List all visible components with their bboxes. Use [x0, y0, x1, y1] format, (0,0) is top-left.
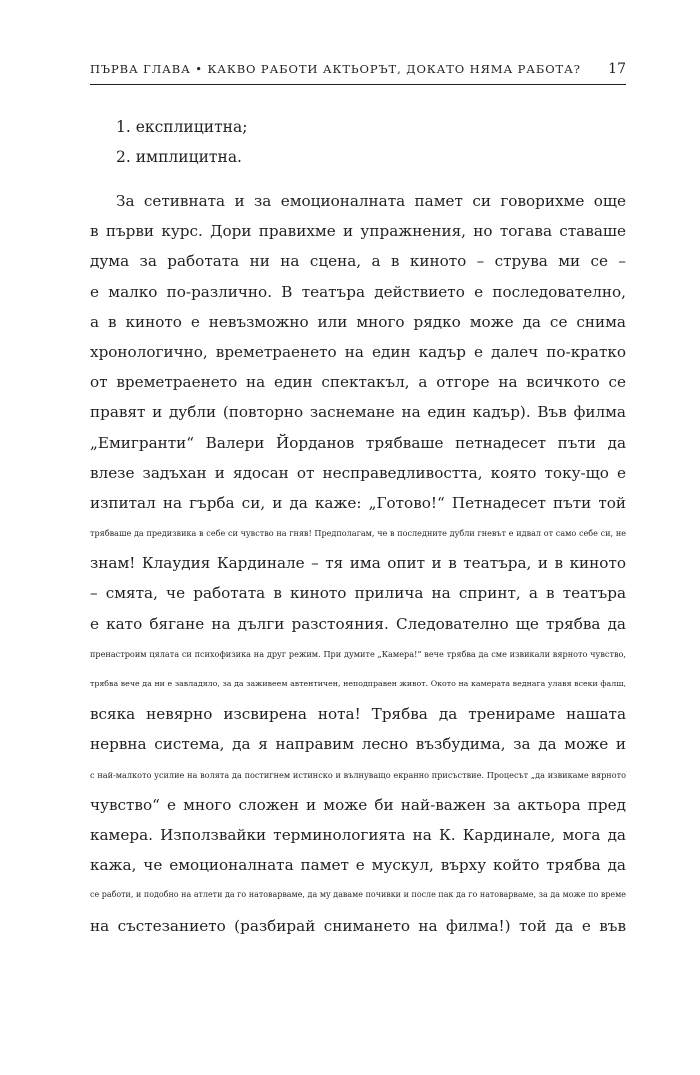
text-line: всяка невярно изсвирена нота! Трябва да тренираме нашата — [90, 705, 626, 724]
text-line: е като бягане на дълги разстояния. Следователно ще трябва да — [90, 614, 626, 633]
text-line: – смята, че работата в киното прилича на спринт, а в театъра — [90, 584, 626, 603]
chapter-title: ПЪРВА ГЛАВА • КАКВО РАБОТИ АКТЬОРЪТ, ДОКАТО НЯМА РАБОТА? — [90, 62, 581, 76]
text-line: камера. Използвайки терминологията на К. Кардинале, мога да — [90, 825, 626, 844]
text-line: с най-малкото усилие на волята да постигнем истинско и вълнуващо екранно присъствие. Процесът „да извикаме вярното — [90, 769, 626, 780]
text-line: от времетраенето на един спектакъл, а отгоре на всичкото се — [90, 373, 626, 392]
text-line: хронологично, времетраенето на един кадър е далеч по-кратко — [90, 342, 626, 361]
text-line: в първи курс. Дори правихме и упражнения, но тогава ставаше — [90, 222, 626, 241]
running-header — [90, 62, 626, 84]
text-line: кажа, че емоционалната памет е мускул, върху който трябва да — [90, 856, 626, 875]
page-number: 17 — [608, 61, 626, 77]
text-line: правят и дубли (повторно заснемане на един кадър). Във филма — [90, 403, 626, 422]
text-line: знам! Клаудия Кардинале – тя има опит и в театъра, и в киното — [90, 554, 626, 573]
text-line: влезе задъхан и ядосан от несправедливостта, която току-що е — [90, 463, 626, 482]
text-line: е малко по-различно. В театъра действието е последователно, — [90, 282, 626, 301]
text-line: а в киното е невъзможно или много рядко може да се снима — [90, 312, 626, 331]
text-line: За сетивната и за емоционалната памет си говорихме още — [116, 192, 626, 210]
text-line: се работи, и подобно на атлети да го натоварваме, да му даваме почивки и после пак да го натоварваме, за да може по време — [90, 890, 626, 900]
header-rule — [90, 84, 626, 85]
body-paragraph — [90, 186, 626, 941]
enumerated-list — [116, 112, 247, 172]
text-line: трябваше да предизвика в себе си чувство на гняв! Предполагам, че в последните дубли гневът е идвал от само себе си, не — [90, 528, 626, 539]
text-line: „Емигранти“ Валери Йорданов трябваше петнадесет пъти да — [90, 433, 626, 452]
text-line: нервна система, да я направим лесно възбудима, за да може и — [90, 735, 626, 754]
text-line: на състезанието (разбирай снимането на филма!) той да е във — [90, 916, 626, 935]
text-line: пренастроим цялата си психофизика на друг режим. При думите „Камера!“ вече трябва да сме извикали вярното чувство, — [90, 648, 626, 659]
text-line: изпитал на гърба си, и да каже: „Готово!“ Петнадесет пъти той — [90, 493, 626, 512]
list-item: 2. имплицитна. — [116, 148, 242, 166]
text-line: трябва вече да ни е завладяло, за да заживеем автентичен, неподправен живот. Окото на камерата веднага улавя всеки фалш, — [90, 679, 626, 688]
text-line: дума за работата ни на сцена, а в киното – струва ми се – — [90, 252, 626, 271]
list-item: 1. експлицитна; — [116, 118, 248, 136]
text-line: чувство“ е много сложен и може би най-важен за актьора пред — [90, 795, 626, 814]
